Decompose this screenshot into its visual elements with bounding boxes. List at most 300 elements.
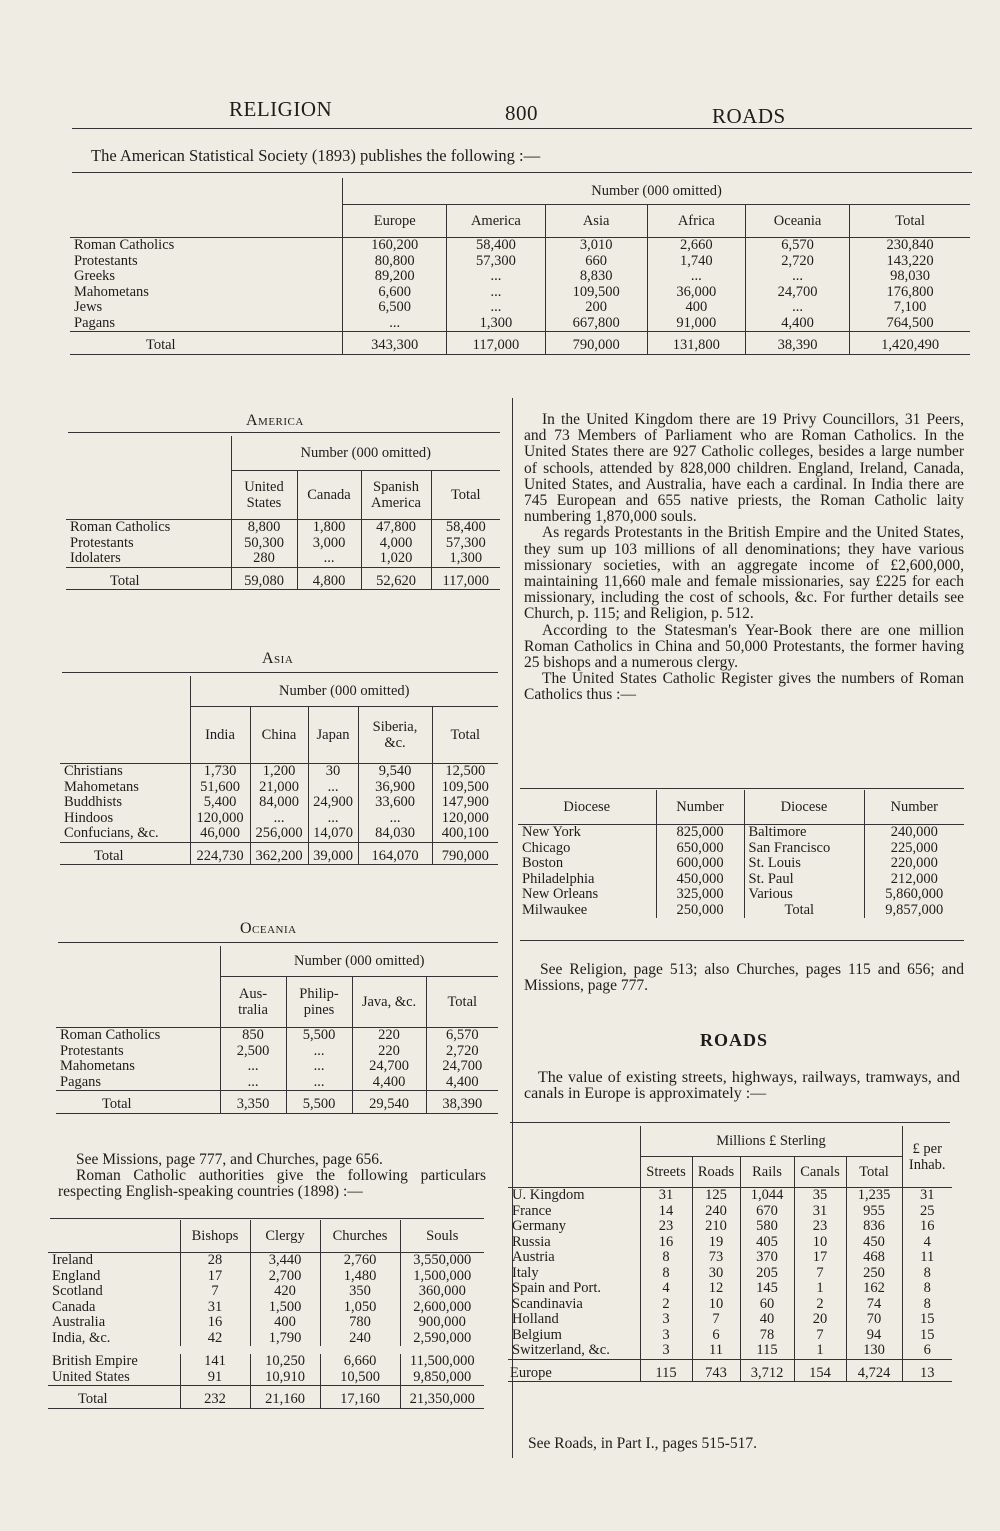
cell-value: ... — [308, 780, 358, 796]
cell-value: 21,000 — [250, 780, 308, 796]
row-label: Total — [146, 337, 176, 353]
roads-per-inhab: £ per Inhab. — [902, 1126, 952, 1188]
cell-value: 46,000 — [190, 826, 250, 842]
english-row — [48, 1331, 484, 1347]
cell-value: 36,000 — [647, 285, 745, 301]
cell-value: 1 — [794, 1343, 846, 1359]
asia-table — [60, 676, 498, 865]
col-africa: Africa — [647, 205, 745, 238]
english-col-souls: Souls — [400, 1220, 484, 1253]
america-col-canada: Canada — [297, 471, 361, 520]
english-row — [48, 1315, 484, 1331]
english-row — [48, 1300, 484, 1316]
roads-col-streets: Streets — [640, 1157, 692, 1188]
roads-see: See Roads, in Part I., pages 515-517. — [528, 1435, 758, 1452]
roads-row — [508, 1312, 952, 1328]
cell-value: 24,900 — [308, 795, 358, 811]
cell-value: 30 — [692, 1266, 740, 1282]
cell-value: 660 — [545, 254, 647, 270]
see-religion: See Religion, page 513; also Churches, pages 115 and 656; and Missions, page 777. — [524, 961, 964, 995]
america-table — [66, 436, 500, 590]
cell-value: 38,390 — [745, 332, 849, 355]
row-label: Russia — [512, 1233, 551, 1250]
diocese-name: Total — [744, 903, 864, 919]
cell-value: 10 — [794, 1235, 846, 1251]
asia-row — [60, 811, 498, 827]
america-row — [66, 536, 500, 552]
diocese-row — [518, 872, 964, 888]
cell-value: 20 — [794, 1312, 846, 1328]
cell-value: 28 — [180, 1253, 250, 1269]
statistical-table — [70, 178, 970, 355]
cell-value: ... — [647, 269, 745, 285]
col-asia: Asia — [545, 205, 647, 238]
cell-value: 15 — [902, 1312, 952, 1328]
cell-value: ... — [447, 300, 545, 316]
cell-value: 3,350 — [220, 1091, 286, 1114]
row-label: Spain and Port. — [512, 1280, 602, 1296]
cell-value: 343,300 — [343, 332, 447, 355]
roads-row — [508, 1266, 952, 1282]
cell-value: 23 — [794, 1219, 846, 1235]
uk-para-3: According to the Statesman's Year-Book there are one million Roman Catholics in China and 50,000 Protestants, the former having 25 bishops and a numerous clergy. — [524, 621, 964, 672]
cell-value: 6,570 — [745, 238, 849, 254]
cell-value: 7,100 — [850, 300, 970, 316]
cell-value: 23 — [640, 1219, 692, 1235]
header-left: RELIGION — [229, 97, 333, 121]
cell-value: 80,800 — [343, 254, 447, 270]
cell-value: ... — [286, 1044, 352, 1060]
statistical-row — [70, 316, 970, 332]
cell-value: 1,300 — [431, 551, 500, 567]
cell-value: 1,730 — [190, 764, 250, 780]
cell-value: 1,500,000 — [400, 1269, 484, 1285]
cell-value: ... — [447, 269, 545, 285]
cell-value: 25 — [902, 1204, 952, 1220]
cell-value: ... — [745, 269, 849, 285]
cell-value: 131,800 — [647, 332, 745, 355]
asia-row — [60, 780, 498, 796]
diocese-number: 9,857,000 — [864, 903, 964, 919]
roads-row — [508, 1204, 952, 1220]
asia-col-china: China — [250, 707, 308, 764]
row-label: Pagans — [74, 314, 116, 331]
diocese-row — [518, 825, 964, 841]
cell-value: 350 — [320, 1284, 400, 1300]
cell-value: 47,800 — [361, 520, 431, 536]
cell-value: 362,200 — [250, 842, 308, 865]
diocese-name: New Orleans — [522, 886, 599, 902]
cell-value: 3,440 — [250, 1253, 320, 1269]
cell-value: ... — [250, 811, 308, 827]
cell-value: 7 — [180, 1284, 250, 1300]
uk-text — [524, 412, 964, 704]
english-row — [48, 1253, 484, 1269]
diocese-name: Milwaukee — [522, 901, 588, 918]
cell-value: 8 — [640, 1250, 692, 1266]
english-row — [48, 1354, 484, 1370]
cell-value: 11 — [902, 1250, 952, 1266]
cell-value: 58,400 — [447, 238, 545, 254]
cell-value: 130 — [846, 1343, 902, 1359]
cell-value: 4,724 — [846, 1359, 902, 1382]
cell-value: 1,480 — [320, 1269, 400, 1285]
row-label: Mahometans — [74, 283, 149, 300]
cell-value: 3 — [640, 1312, 692, 1328]
uk-para-1: In the United Kingdom there are 19 Privy Councillors, 31 Peers, and 73 Members of Parliament who are Roman Catholics. In the United States there are 927 Catholic colleges, besides a large number of schools, attended by 828,000 children. England, Ireland, Canada, United States, and Australia, have each a cardinal. In India there are 745 European and 655 native priests, the Roman Catholic laity numbering 1,870,000 souls. — [524, 411, 964, 526]
cell-value: 42 — [180, 1331, 250, 1347]
asia-col-siberia: Siberia, &c. — [358, 707, 432, 764]
row-label: Greeks — [74, 268, 116, 284]
row-label: Total — [110, 572, 140, 589]
english-total-row — [48, 1386, 484, 1409]
oceania-col-total: Total — [426, 977, 498, 1028]
cell-value: 16 — [902, 1219, 952, 1235]
see-missions-line: See Missions, page 777, and Churches, page 656. — [76, 1151, 383, 1168]
cell-value: 3,550,000 — [400, 1253, 484, 1269]
cell-value: 109,500 — [545, 285, 647, 301]
cell-value: 74 — [846, 1297, 902, 1313]
cell-value: 580 — [740, 1219, 794, 1235]
row-label: Mahometans — [64, 778, 139, 795]
cell-value: 14 — [640, 1204, 692, 1220]
cell-value: 115 — [740, 1343, 794, 1359]
cell-value: 790,000 — [545, 332, 647, 355]
diocese-number: 825,000 — [656, 825, 744, 841]
roads-row — [508, 1235, 952, 1251]
diocese-row — [518, 887, 964, 903]
cell-value: 120,000 — [190, 811, 250, 827]
diocese-name: Chicago — [522, 839, 571, 856]
number-col-2: Number — [864, 790, 964, 825]
cell-value: ... — [447, 285, 545, 301]
cell-value: 220 — [352, 1028, 426, 1044]
cell-value: 141 — [180, 1354, 250, 1370]
cell-value: 6,500 — [343, 300, 447, 316]
cell-value: 220 — [352, 1044, 426, 1060]
cell-value: ... — [286, 1059, 352, 1075]
cell-value: 1,800 — [297, 520, 361, 536]
cell-value: 58,400 — [431, 520, 500, 536]
row-label: Protestants — [70, 534, 134, 551]
cell-value: 145 — [740, 1281, 794, 1297]
cell-value: 2 — [640, 1297, 692, 1313]
row-label: Mahometans — [60, 1058, 135, 1074]
row-label: Protestants — [60, 1042, 124, 1059]
cell-value: 57,300 — [447, 254, 545, 270]
cell-value: 2,600,000 — [400, 1300, 484, 1316]
row-label: Italy — [512, 1264, 539, 1281]
row-label: Roman Catholics — [60, 1027, 161, 1043]
header-right: ROADS — [712, 104, 786, 128]
roads-row — [508, 1250, 952, 1266]
cell-value: 3 — [640, 1328, 692, 1344]
english-table — [48, 1220, 484, 1409]
cell-value: 50,300 — [231, 536, 297, 552]
cell-value: 78 — [740, 1328, 794, 1344]
diocese-name: Various — [744, 887, 864, 903]
cell-value: 52,620 — [361, 567, 431, 590]
cell-value: 2,700 — [250, 1269, 320, 1285]
cell-value: 1,500 — [250, 1300, 320, 1316]
cell-value: 36,900 — [358, 780, 432, 796]
diocese-number: 250,000 — [656, 903, 744, 919]
row-label: Pagans — [60, 1073, 102, 1090]
cell-value: 240 — [320, 1331, 400, 1347]
cell-value: 4,400 — [745, 316, 849, 332]
america-total-row — [66, 567, 500, 590]
diocese-col-1: Diocese — [563, 799, 611, 815]
cell-value: 780 — [320, 1315, 400, 1331]
row-label: Belgium — [512, 1326, 562, 1343]
row-label: Buddhists — [64, 794, 123, 810]
diocese-name: Baltimore — [744, 825, 864, 841]
cell-value: 117,000 — [431, 567, 500, 590]
row-label: Austria — [512, 1249, 555, 1265]
english-col-churches: Churches — [320, 1220, 400, 1253]
english-row — [48, 1370, 484, 1386]
cell-value: 17 — [794, 1250, 846, 1266]
row-label: Scandinavia — [512, 1295, 583, 1312]
oceania-col-philippines: Philip-pines — [286, 977, 352, 1028]
cell-value: 790,000 — [432, 842, 498, 865]
cell-value: 1,740 — [647, 254, 745, 270]
america-row — [66, 551, 500, 567]
cell-value: 1,044 — [740, 1188, 794, 1204]
cell-value: 667,800 — [545, 316, 647, 332]
cell-value: 12 — [692, 1281, 740, 1297]
cell-value: 29,540 — [352, 1091, 426, 1114]
row-label: Confucians, &c. — [64, 825, 159, 841]
english-col-bishops: Bishops — [180, 1220, 250, 1253]
cell-value: 8 — [902, 1297, 952, 1313]
cell-value: 224,730 — [190, 842, 250, 865]
cell-value: 35 — [794, 1188, 846, 1204]
col-america: America — [447, 205, 545, 238]
english-col-clergy: Clergy — [250, 1220, 320, 1253]
cell-value: 8 — [640, 1266, 692, 1282]
cell-value: 836 — [846, 1219, 902, 1235]
oceania-row — [56, 1059, 498, 1075]
asia-col-total: Total — [432, 707, 498, 764]
oceania-table — [56, 946, 498, 1114]
cell-value: 57,300 — [431, 536, 500, 552]
english-row — [48, 1269, 484, 1285]
diocese-number: 325,000 — [656, 887, 744, 903]
row-label: Germany — [512, 1218, 566, 1234]
america-group-header: Number (000 omitted) — [231, 436, 500, 471]
roads-intro: The value of existing streets, highways, railways, tramways, and canals in Europe is approximately :— — [524, 1069, 960, 1103]
statistical-row — [70, 285, 970, 301]
diocese-name: Philadelphia — [522, 870, 595, 887]
row-label: Total — [102, 1096, 132, 1112]
cell-value: 5,400 — [190, 795, 250, 811]
cell-value: 31 — [902, 1188, 952, 1204]
cell-value: 11,500,000 — [400, 1354, 484, 1370]
row-label: Roman Catholics — [70, 519, 171, 535]
row-label: Total — [78, 1391, 108, 1407]
cell-value: 6,660 — [320, 1354, 400, 1370]
cell-value: ... — [745, 300, 849, 316]
cell-value: 98,030 — [850, 269, 970, 285]
cell-value: 70 — [846, 1312, 902, 1328]
cell-value: 1,235 — [846, 1188, 902, 1204]
diocese-name: St. Paul — [744, 872, 864, 888]
cell-value: 2,660 — [647, 238, 745, 254]
cell-value: 200 — [545, 300, 647, 316]
cell-value: 31 — [180, 1300, 250, 1316]
cell-value: 4 — [640, 1281, 692, 1297]
cell-value: 120,000 — [432, 811, 498, 827]
cell-value: ... — [220, 1075, 286, 1091]
col-europe: Europe — [343, 205, 447, 238]
america-col-us: United States — [231, 471, 297, 520]
diocese-number: 5,860,000 — [864, 887, 964, 903]
cell-value: 400,100 — [432, 826, 498, 842]
uk-para-4: The United States Catholic Register gives the numbers of Roman Catholics thus :— — [524, 670, 964, 704]
cell-value: 405 — [740, 1235, 794, 1251]
cell-value: 11 — [692, 1343, 740, 1359]
diocese-row — [518, 841, 964, 857]
diocese-number: 600,000 — [656, 856, 744, 872]
cell-value: 2,720 — [426, 1044, 498, 1060]
cell-value: 39,000 — [308, 842, 358, 865]
cell-value: 764,500 — [850, 316, 970, 332]
cell-value: 33,600 — [358, 795, 432, 811]
cell-value: 2,500 — [220, 1044, 286, 1060]
row-label: Jews — [74, 299, 103, 315]
cell-value: 117,000 — [447, 332, 545, 355]
oceania-row — [56, 1028, 498, 1044]
roads-col-roads: Roads — [692, 1157, 740, 1188]
row-label: U. Kingdom — [512, 1187, 585, 1203]
asia-row — [60, 795, 498, 811]
cell-value: 125 — [692, 1188, 740, 1204]
cell-value: 38,390 — [426, 1091, 498, 1114]
cell-value: 7 — [692, 1312, 740, 1328]
america-col-total: Total — [431, 471, 500, 520]
cell-value: 240 — [692, 1204, 740, 1220]
statistical-row — [70, 238, 970, 254]
cell-value: 5,500 — [286, 1091, 352, 1114]
row-label: Scotland — [52, 1283, 103, 1299]
roads-group-header: Millions £ Sterling — [640, 1126, 902, 1157]
row-label: India, &c. — [52, 1329, 111, 1346]
diocese-name: Boston — [522, 855, 564, 871]
cell-value: 230,840 — [850, 238, 970, 254]
cell-value: 1,420,490 — [850, 332, 970, 355]
col-oceania: Oceania — [745, 205, 849, 238]
statistical-row — [70, 254, 970, 270]
statistical-total-row — [70, 332, 970, 355]
cell-value: 17,160 — [320, 1386, 400, 1409]
statistical-group-header: Number (000 omitted) — [343, 178, 970, 205]
cell-value: 6 — [692, 1328, 740, 1344]
cell-value: 24,700 — [745, 285, 849, 301]
cell-value: 143,220 — [850, 254, 970, 270]
roads-row — [508, 1297, 952, 1313]
cell-value: 3,010 — [545, 238, 647, 254]
cell-value: 205 — [740, 1266, 794, 1282]
cell-value: 4,800 — [297, 567, 361, 590]
cell-value: 232 — [180, 1386, 250, 1409]
cell-value: 2 — [794, 1297, 846, 1313]
statistical-row — [70, 269, 970, 285]
cell-value: 84,000 — [250, 795, 308, 811]
row-label: Canada — [52, 1298, 96, 1315]
statistical-row — [70, 300, 970, 316]
cell-value: 9,540 — [358, 764, 432, 780]
diocese-row — [518, 903, 964, 919]
cell-value: 743 — [692, 1359, 740, 1382]
page-number: 800 — [505, 101, 538, 125]
dioceses-table — [518, 790, 964, 918]
cell-value: 400 — [250, 1315, 320, 1331]
cell-value: ... — [297, 551, 361, 567]
cell-value: 256,000 — [250, 826, 308, 842]
cell-value: 160,200 — [343, 238, 447, 254]
roads-total-row — [508, 1359, 952, 1382]
cell-value: 109,500 — [432, 780, 498, 796]
oceania-title: Oceania — [240, 920, 297, 937]
statistical-intro: The American Statistical Society (1893) publishes the following :— — [91, 146, 541, 165]
diocese-number: 450,000 — [656, 872, 744, 888]
asia-col-india: India — [190, 707, 250, 764]
cell-value: 468 — [846, 1250, 902, 1266]
cell-value: 73 — [692, 1250, 740, 1266]
cell-value: 24,700 — [426, 1059, 498, 1075]
cell-value: 59,080 — [231, 567, 297, 590]
cell-value: 4 — [902, 1235, 952, 1251]
uk-para-2: As regards Protestants in the British Empire and the United States, they sum up 103 millions of all denominations; they have various missionary societies, with an aggregate income of £2,600,000, maintaining 11,660 male and female missionaries, say £225 for each missionary, including the cost of schools, &c. For further details see Church, p. 115; and Religion, p. 512. — [524, 524, 964, 623]
row-label: British Empire — [52, 1353, 138, 1369]
col-total: Total — [850, 205, 970, 238]
cell-value: 115 — [640, 1359, 692, 1382]
cell-value: ... — [308, 811, 358, 827]
cell-value: 89,200 — [343, 269, 447, 285]
cell-value: ... — [220, 1059, 286, 1075]
cell-value: 2,720 — [745, 254, 849, 270]
cell-value: 84,030 — [358, 826, 432, 842]
cell-value: 3,000 — [297, 536, 361, 552]
roads-row — [508, 1281, 952, 1297]
row-label: France — [512, 1202, 552, 1219]
cell-value: 1 — [794, 1281, 846, 1297]
row-label: Holland — [512, 1311, 559, 1327]
cell-value: 370 — [740, 1250, 794, 1266]
cell-value: 21,350,000 — [400, 1386, 484, 1409]
cell-value: 10,500 — [320, 1370, 400, 1386]
cell-value: 51,600 — [190, 780, 250, 796]
cell-value: 1,020 — [361, 551, 431, 567]
row-label: Ireland — [52, 1252, 94, 1268]
cell-value: 4,400 — [352, 1075, 426, 1091]
cell-value: 2,590,000 — [400, 1331, 484, 1347]
row-label: Total — [94, 847, 124, 864]
roads-col-rails: Rails — [740, 1157, 794, 1188]
cell-value: 16 — [180, 1315, 250, 1331]
cell-value: 162 — [846, 1281, 902, 1297]
oceania-total-row — [56, 1091, 498, 1114]
cell-value: 16 — [640, 1235, 692, 1251]
see-missions-block — [58, 1152, 486, 1201]
cell-value: 8,800 — [231, 520, 297, 536]
row-label: Idolaters — [70, 550, 121, 566]
cell-value: 91 — [180, 1370, 250, 1386]
cell-value: 147,900 — [432, 795, 498, 811]
cell-value: 14,070 — [308, 826, 358, 842]
roads-col-total: Total — [846, 1157, 902, 1188]
